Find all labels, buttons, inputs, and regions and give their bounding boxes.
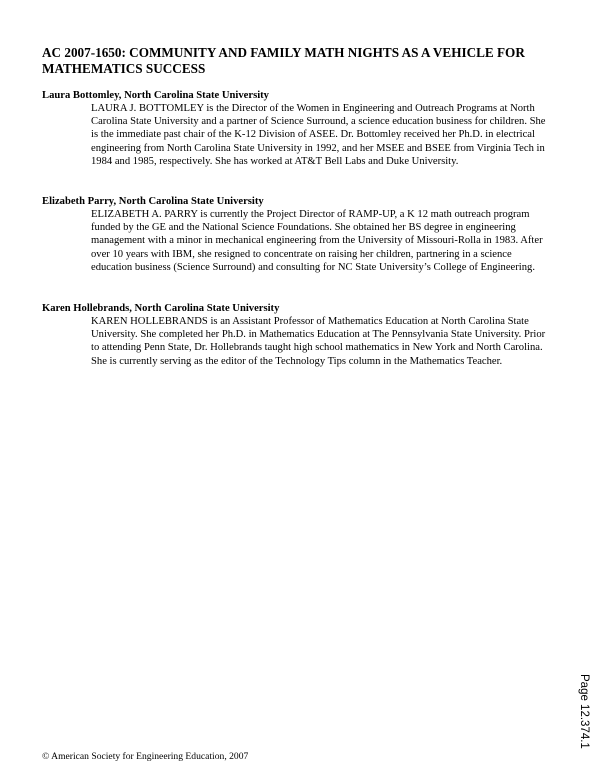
author-name: Elizabeth Parry, North Carolina State University xyxy=(42,196,264,207)
page-number: Page 12.374.1 xyxy=(578,674,590,749)
paper-title: AC 2007-1650: COMMUNITY AND FAMILY MATH NIGHTS AS A VEHICLE FOR MATHEMATICS SUCCESS xyxy=(42,45,525,76)
author-entry xyxy=(42,303,562,368)
author-entry xyxy=(42,196,562,274)
author-bio: ELIZABETH A. PARRY is currently the Project Director of RAMP-UP, a K 12 math outreach program funded by the GE and the National Science Foundations. She obtained her BS degree in engineering management with a minor in mechanical engineering from the University of Missouri-Rolla in 1983. After over 10 years with IBM, she resigned to concentrate on raising her children, partnering in a science education business (Science Surround) and consulting for NC State University’s College of Engineering. xyxy=(91,209,543,273)
author-name: Karen Hollebrands, North Carolina State University xyxy=(42,303,280,314)
copyright-notice: © American Society for Engineering Education, 2007 xyxy=(42,751,249,762)
author-bio: KAREN HOLLEBRANDS is an Assistant Professor of Mathematics Education at North Carolina State University. She completed her Ph.D. in Mathematics Education at The Pennsylvania State University. Prior to attending Penn State, Dr. Hollebrands taught high school mathematics in New York and North Carolina. She is currently serving as the editor of the Technology Tips column in the Mathematics Teacher. xyxy=(91,316,546,367)
author-name: Laura Bottomley, North Carolina State University xyxy=(42,90,269,101)
author-bio: LAURA J. BOTTOMLEY is the Director of the Women in Engineering and Outreach Programs at North Carolina State University and a partner of Science Surround, a science education business for children. She is the immediate past chair of the K-12 Division of ASEE. Dr. Bottomley received her Ph.D. in electrical engineering from North Carolina State University in 1992, and her MSEE and BSEE from Virginia Tech in 1984 and 1985, respectively. She has worked at AT&T Bell Labs and Duke University. xyxy=(91,103,546,167)
author-entry xyxy=(42,90,562,168)
